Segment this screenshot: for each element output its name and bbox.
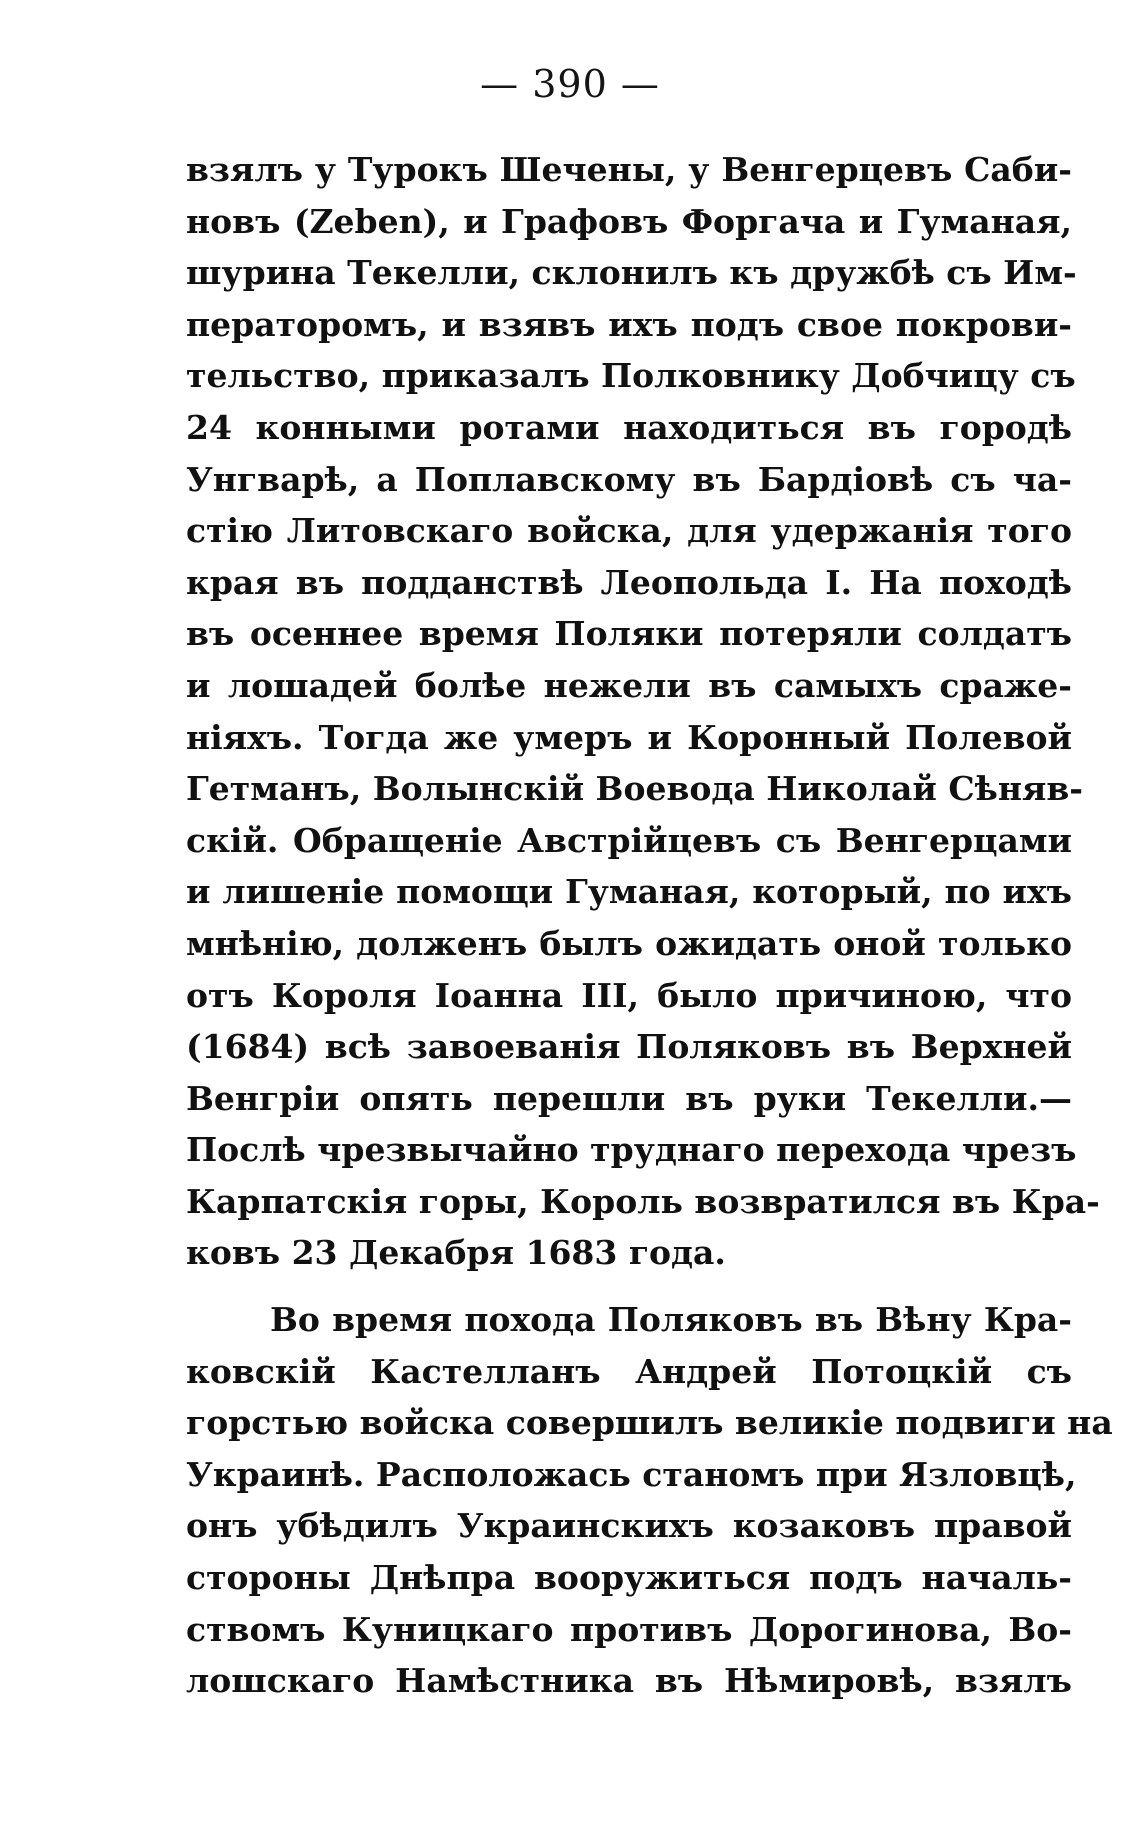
text-line: края въ подданствѣ Леопольда I. На походѣ xyxy=(186,562,1072,602)
text-line: Во время похода Поляковъ въ Вѣну Кра- xyxy=(270,1300,1072,1339)
text-line: ніяхъ. Тогда же умеръ и Коронный Полевой xyxy=(186,717,1072,757)
page-number: — 390 — xyxy=(480,62,660,106)
text-line: лошскаго Намѣстника въ Нѣмировѣ, взялъ xyxy=(186,1661,1072,1701)
text-line: Украинѣ. Расположась станомъ при Язловцѣ, xyxy=(186,1454,1077,1494)
text-line: тельство, приказалъ Полковнику Добчицу съ xyxy=(186,356,1076,396)
text-line: мнѣнію, долженъ былъ ожидать оной только xyxy=(186,923,1072,963)
text-line: шурина Текелли, склонилъ къ дружбѣ съ Им- xyxy=(186,253,1077,293)
text-line: взялъ у Турокъ Шечены, у Венгерцевъ Саби- xyxy=(186,150,1072,189)
text-line: горстью войска совершилъ великіе подвиги на xyxy=(186,1403,1113,1443)
text-line: и лишеніе помощи Гуманая, который, по ихъ xyxy=(186,872,1072,912)
text-line: Унгварѣ, а Поплавскому въ Бардіовѣ съ ча- xyxy=(186,459,1072,499)
text-line: ковъ 23 Декабря 1683 года. xyxy=(186,1233,726,1273)
text-line: онъ убѣдилъ Украинскихъ козаковъ правой xyxy=(186,1506,1072,1546)
text-line: (1684) всѣ завоеванія Поляковъ въ Верхней xyxy=(186,1027,1072,1067)
text-line: новъ (Zeben), и Графовъ Форгача и Гуманая, xyxy=(186,201,1072,241)
text-line: Венгріи опять перешли въ руки Текелли.— xyxy=(186,1078,1072,1118)
paragraph-2 xyxy=(186,1294,1113,1707)
text-line: отъ Короля Іоанна III, было причиною, что xyxy=(186,975,1072,1015)
text-line: стороны Днѣпра вооружиться подъ началь- xyxy=(186,1557,1072,1597)
paragraph-1 xyxy=(186,144,1100,1279)
text-line: скій. Обращеніе Австрійцевъ съ Венгерцами xyxy=(186,820,1072,860)
text-line: и лошадей болѣе нежели въ самыхъ сраже- xyxy=(186,665,1072,705)
text-line: ковскій Кастелланъ Андрей Потоцкій съ xyxy=(186,1351,1072,1391)
text-line: стію Литовскаго войска, для удержанія того xyxy=(186,511,1072,551)
text-line: ствомъ Куницкаго противъ Дорогинова, Во- xyxy=(186,1609,1072,1649)
text-line: ператоромъ, и взявъ ихъ подъ свое покрови- xyxy=(186,304,1072,344)
text-line: 24 конными ротами находиться въ городѣ xyxy=(186,407,1072,447)
text-line: Послѣ чрезвычайно труднаго перехода чрезъ xyxy=(186,1130,1077,1170)
text-line: Гетманъ, Волынскій Воевода Николай Сѣняв- xyxy=(186,769,1083,809)
text-line: въ осеннее время Поляки потеряли солдатъ xyxy=(186,614,1072,654)
text-line: Карпатскія горы, Король возвратился въ Кра- xyxy=(186,1181,1100,1221)
